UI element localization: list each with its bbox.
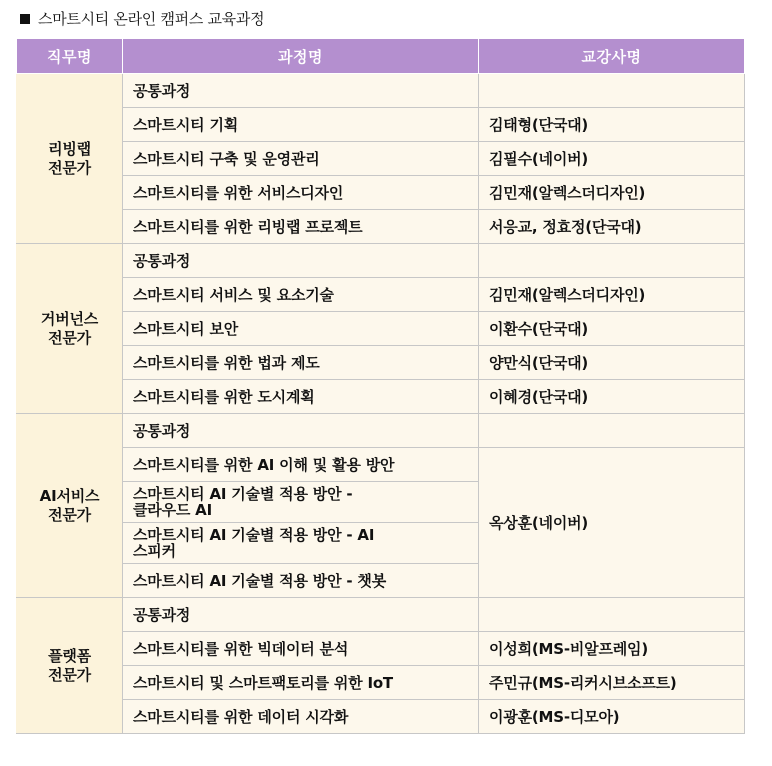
header-course: 과정명 [123,39,479,74]
header-instructor: 교강사명 [479,39,745,74]
role-cell: 리빙랩 전문가 [17,74,123,244]
table-row [17,142,745,176]
table-row [17,74,745,108]
role-cell: AI서비스 전문가 [17,414,123,598]
header-row [17,39,745,74]
instructor-cell [479,244,745,278]
instructor-cell: 김민재(알렉스더디자인) [479,176,745,210]
table-row [17,632,745,666]
table-row [17,210,745,244]
header-role: 직무명 [17,39,123,74]
instructor-cell: 이혜경(단국대) [479,380,745,414]
table-row [17,448,745,482]
instructor-cell: 이성희(MS-비알프레임) [479,632,745,666]
course-cell: 스마트시티를 위한 법과 제도 [123,346,479,380]
table-row [17,380,745,414]
table-row [17,176,745,210]
table-row [17,666,745,700]
instructor-cell: 옥상훈(네이버) [479,448,745,598]
instructor-cell: 이환수(단국대) [479,312,745,346]
course-cell: 스마트시티 AI 기술별 적용 방안 - AI 스피커 [123,523,479,564]
course-cell: 스마트시티를 위한 리빙랩 프로젝트 [123,210,479,244]
table-row [17,598,745,632]
role-cell: 거버넌스 전문가 [17,244,123,414]
course-cell: 스마트시티를 위한 데이터 시각화 [123,700,479,734]
course-cell: 스마트시티를 위한 빅데이터 분석 [123,632,479,666]
curriculum-table [16,38,745,734]
instructor-cell: 김태형(단국대) [479,108,745,142]
instructor-cell: 이광훈(MS-디모아) [479,700,745,734]
course-cell: 공통과정 [123,244,479,278]
course-cell: 스마트시티를 위한 도시계획 [123,380,479,414]
instructor-cell: 김민재(알렉스더디자인) [479,278,745,312]
table-row [17,278,745,312]
course-cell: 스마트시티 기획 [123,108,479,142]
instructor-cell [479,598,745,632]
course-cell: 공통과정 [123,598,479,632]
table-row [17,414,745,448]
instructor-cell: 주민규(MS-리커시브소프트) [479,666,745,700]
title-text: 스마트시티 온라인 캠퍼스 교육과정 [38,10,265,28]
course-cell: 스마트시티 AI 기술별 적용 방안 - 클라우드 AI [123,482,479,523]
course-cell: 스마트시티를 위한 서비스디자인 [123,176,479,210]
table-body [17,74,745,734]
course-cell: 스마트시티 및 스마트팩토리를 위한 IoT [123,666,479,700]
table-row [17,108,745,142]
instructor-cell: 서응교, 정효정(단국대) [479,210,745,244]
course-cell: 스마트시티 AI 기술별 적용 방안 - 챗봇 [123,564,479,598]
instructor-cell: 양만식(단국대) [479,346,745,380]
instructor-cell: 김필수(네이버) [479,142,745,176]
table-row [17,700,745,734]
instructor-cell [479,74,745,108]
table-row [17,244,745,278]
table-row [17,312,745,346]
course-cell: 스마트시티를 위한 AI 이해 및 활용 방안 [123,448,479,482]
table-row [17,346,745,380]
document-title [20,8,264,30]
course-cell: 공통과정 [123,414,479,448]
course-cell: 스마트시티 보안 [123,312,479,346]
course-cell: 공통과정 [123,74,479,108]
course-cell: 스마트시티 서비스 및 요소기술 [123,278,479,312]
square-bullet-icon [20,14,30,24]
role-cell: 플랫폼 전문가 [17,598,123,734]
course-cell: 스마트시티 구축 및 운영관리 [123,142,479,176]
instructor-cell [479,414,745,448]
